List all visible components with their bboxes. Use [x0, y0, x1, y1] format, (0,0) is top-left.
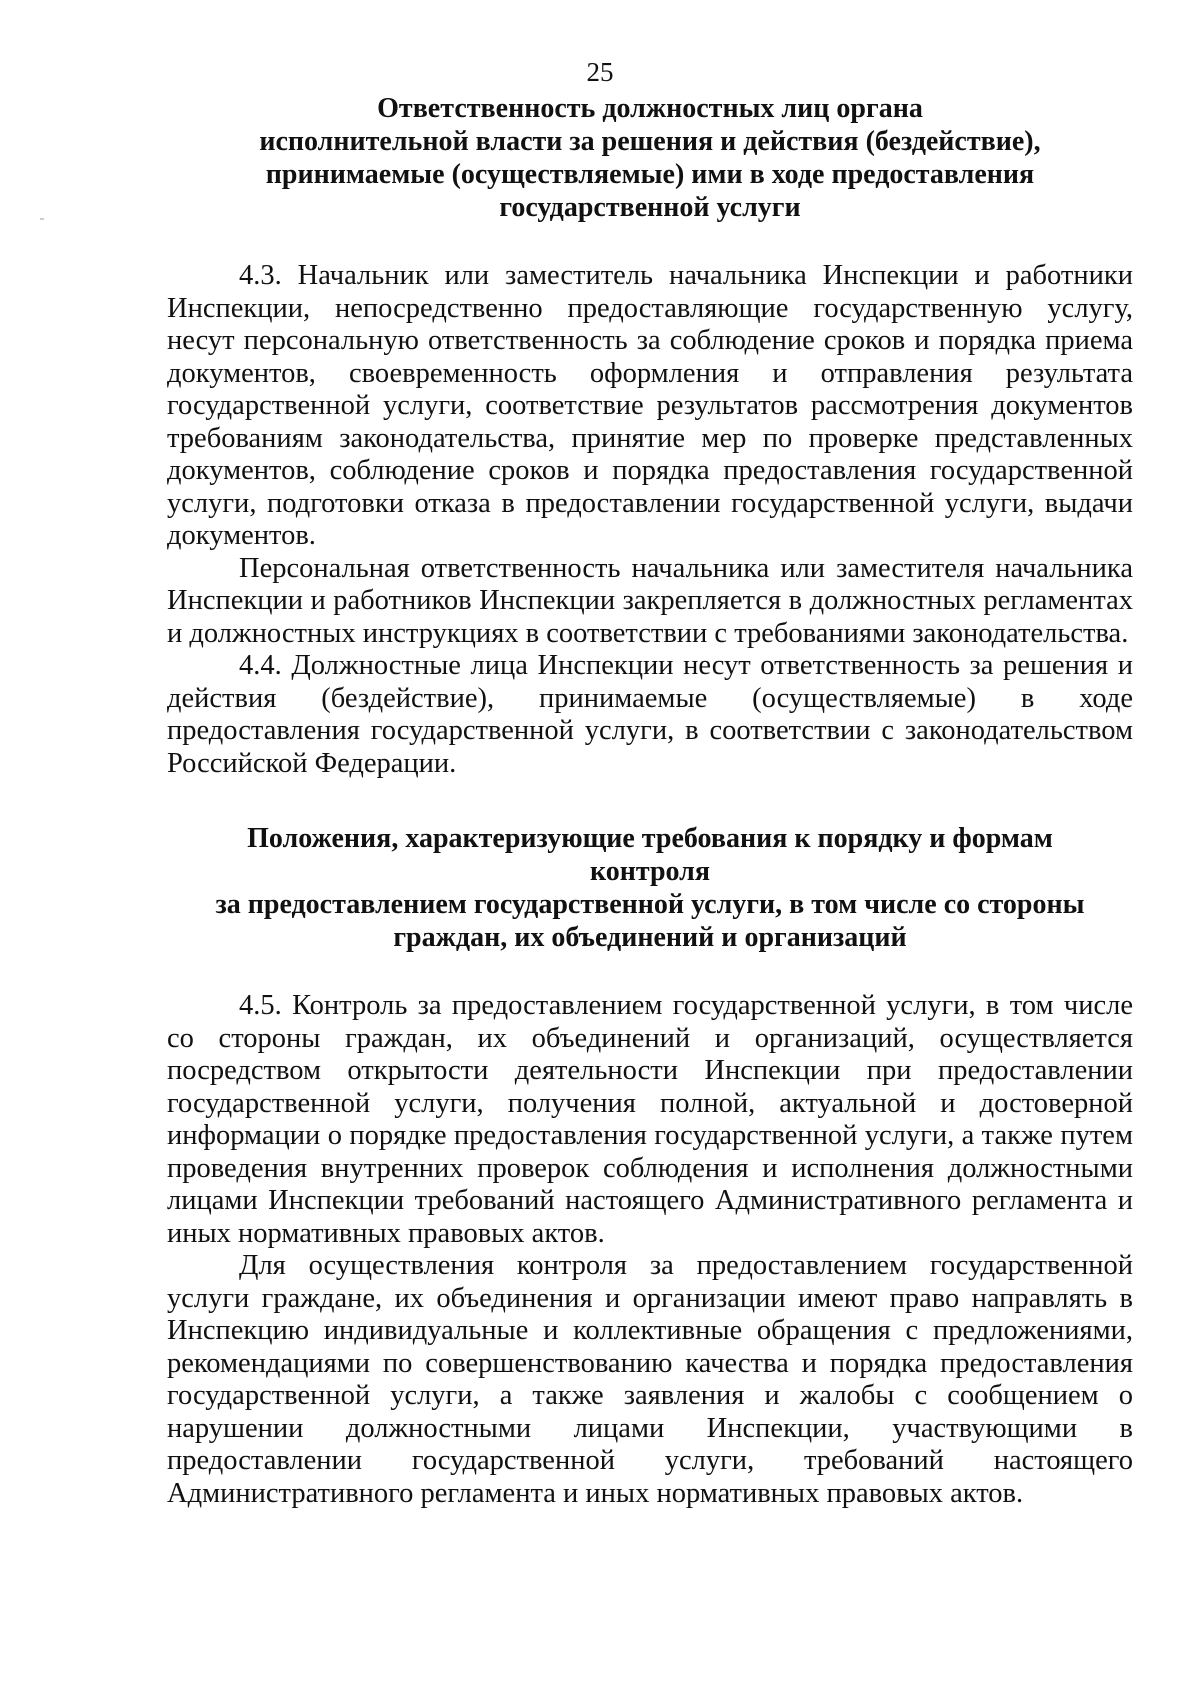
heading-line: за предоставлением государственной услуги, в том числе со стороны	[215, 889, 1085, 920]
scan-mark	[40, 218, 44, 220]
page-number: 25	[586, 57, 614, 87]
heading-line: Ответственность должностных лиц органа	[377, 93, 923, 124]
heading-line: граждан, их объединений и организаций	[393, 922, 907, 953]
page-content	[167, 92, 1133, 1510]
spacer	[167, 954, 1133, 990]
paragraph-citizen-control: Для осуществления контроля за предоставлением государственной услуги граждане, их объединения и организации имеют право направлять в Инспекцию индивидуальные и коллективные обращения с предложениями, рекомендациями по совершенствованию качества и порядка предоставления государственной услуги, а также заявления и жалобы с сообщением о нарушении должностными лицами Инспекции, участвующими в предоставлении государственной услуги, требований настоящего Административного регламента и иных нормативных правовых актов.	[167, 1250, 1133, 1509]
section-heading-control	[167, 822, 1133, 954]
paragraph-4-4: 4.4. Должностные лица Инспекции несут ответственность за решения и действия (бездействие), принимаемые (осуществляемые) в ходе предоставления государственной услуги, в соответствии с законодательством Российской Федерации.	[167, 650, 1133, 779]
heading-line: государственной услуги	[499, 192, 801, 223]
heading-line: Положения, характеризующие требования к порядку и формам контроля	[247, 823, 1053, 887]
spacer	[167, 780, 1133, 822]
spacer	[167, 224, 1133, 260]
heading-line: исполнительной власти за решения и действия (бездействие),	[259, 126, 1041, 157]
section-heading-responsibility	[167, 92, 1133, 224]
heading-line: принимаемые (осуществляемые) ими в ходе предоставления	[265, 159, 1035, 190]
paragraph-4-5: 4.5. Контроль за предоставлением государственной услуги, в том числе со стороны граждан, их объединений и организаций, осуществляется посредством открытости деятельности Инспекции при предоставлении государственной услуги, получения полной, актуальной и достоверной информации о порядке предоставления государственной услуги, а также путем проведения внутренних проверок соблюдения и исполнения должностными лицами Инспекции требований настоящего Административного регламента и иных нормативных правовых актов.	[167, 990, 1133, 1249]
paragraph-4-3: 4.3. Начальник или заместитель начальника Инспекции и работники Инспекции, непосредственно предоставляющие государственную услугу, несут персональную ответственность за соблюдение сроков и порядка приема документов, своевременность оформления и отправления результата государственной услуги, соответствие результатов рассмотрения документов требованиям законодательства, принятие мер по проверке представленных документов, соблюдение сроков и порядка предоставления государственной услуги, подготовки отказа в предоставлении государственной услуги, выдачи документов.	[167, 260, 1133, 551]
paragraph-personal-responsibility: Персональная ответственность начальника или заместителя начальника Инспекции и работников Инспекции закрепляется в должностных регламентах и должностных инструкциях в соответствии с требованиями законодательства.	[167, 552, 1133, 649]
